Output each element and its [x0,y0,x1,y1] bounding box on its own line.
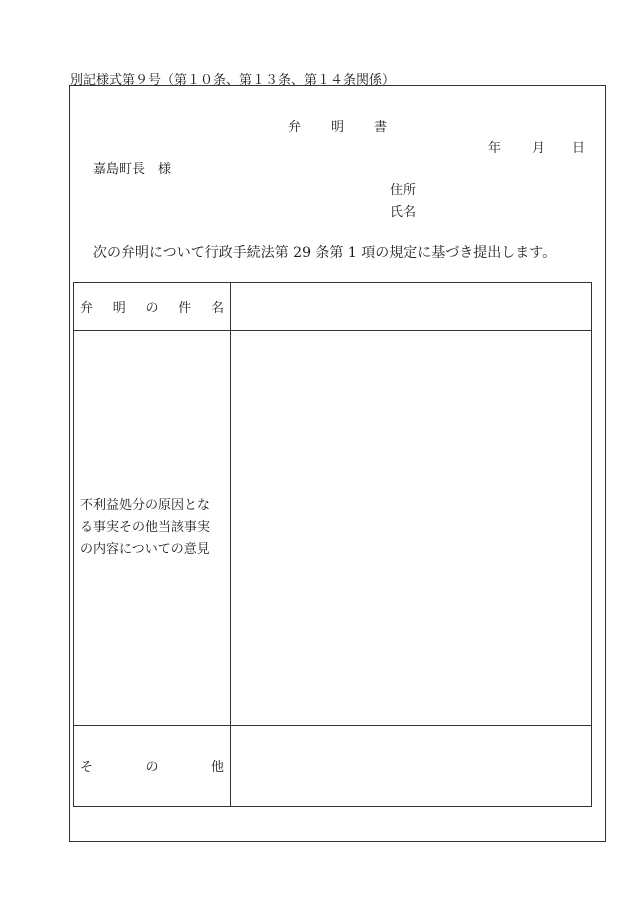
other-field[interactable] [231,725,591,806]
label-char: の [145,301,159,316]
form-frame [69,85,606,842]
label-line: 不利益処分の原因とな [80,497,211,513]
other-label [74,725,231,806]
table-row-case-name [74,283,591,331]
opinion-label [74,330,231,725]
label-char: の [145,760,159,775]
label-char: 件 [178,301,192,316]
table-row-opinion [74,330,591,726]
date-month-label: 月 [532,141,546,156]
address-label: 住所 [390,183,417,198]
addressee: 嘉島町長 様 [93,162,172,177]
date-year-label: 年 [488,141,502,156]
date-day-label: 日 [572,141,586,156]
name-label: 氏名 [390,205,417,220]
label-char: 名 [210,301,224,316]
defense-table [73,282,592,807]
case-name-field[interactable] [231,283,591,330]
table-row-other [74,725,591,806]
label-char: 弁 [80,301,94,316]
label-char: そ [80,760,94,775]
submission-statement: 次の弁明について行政手続法第 29 条第 1 項の規定に基づき提出します。 [93,245,557,261]
label-char: 他 [210,760,224,775]
form-number-label: 別記様式第９号（第１０条、第１３条、第１４条関係） [70,73,396,88]
label-char: 明 [112,301,126,316]
opinion-field[interactable] [231,330,591,725]
case-name-label [74,283,231,330]
label-line: る事実その他当該事実 [80,519,211,535]
document-title: 弁明書 [287,120,417,135]
label-line: の内容についての意見 [80,541,210,557]
